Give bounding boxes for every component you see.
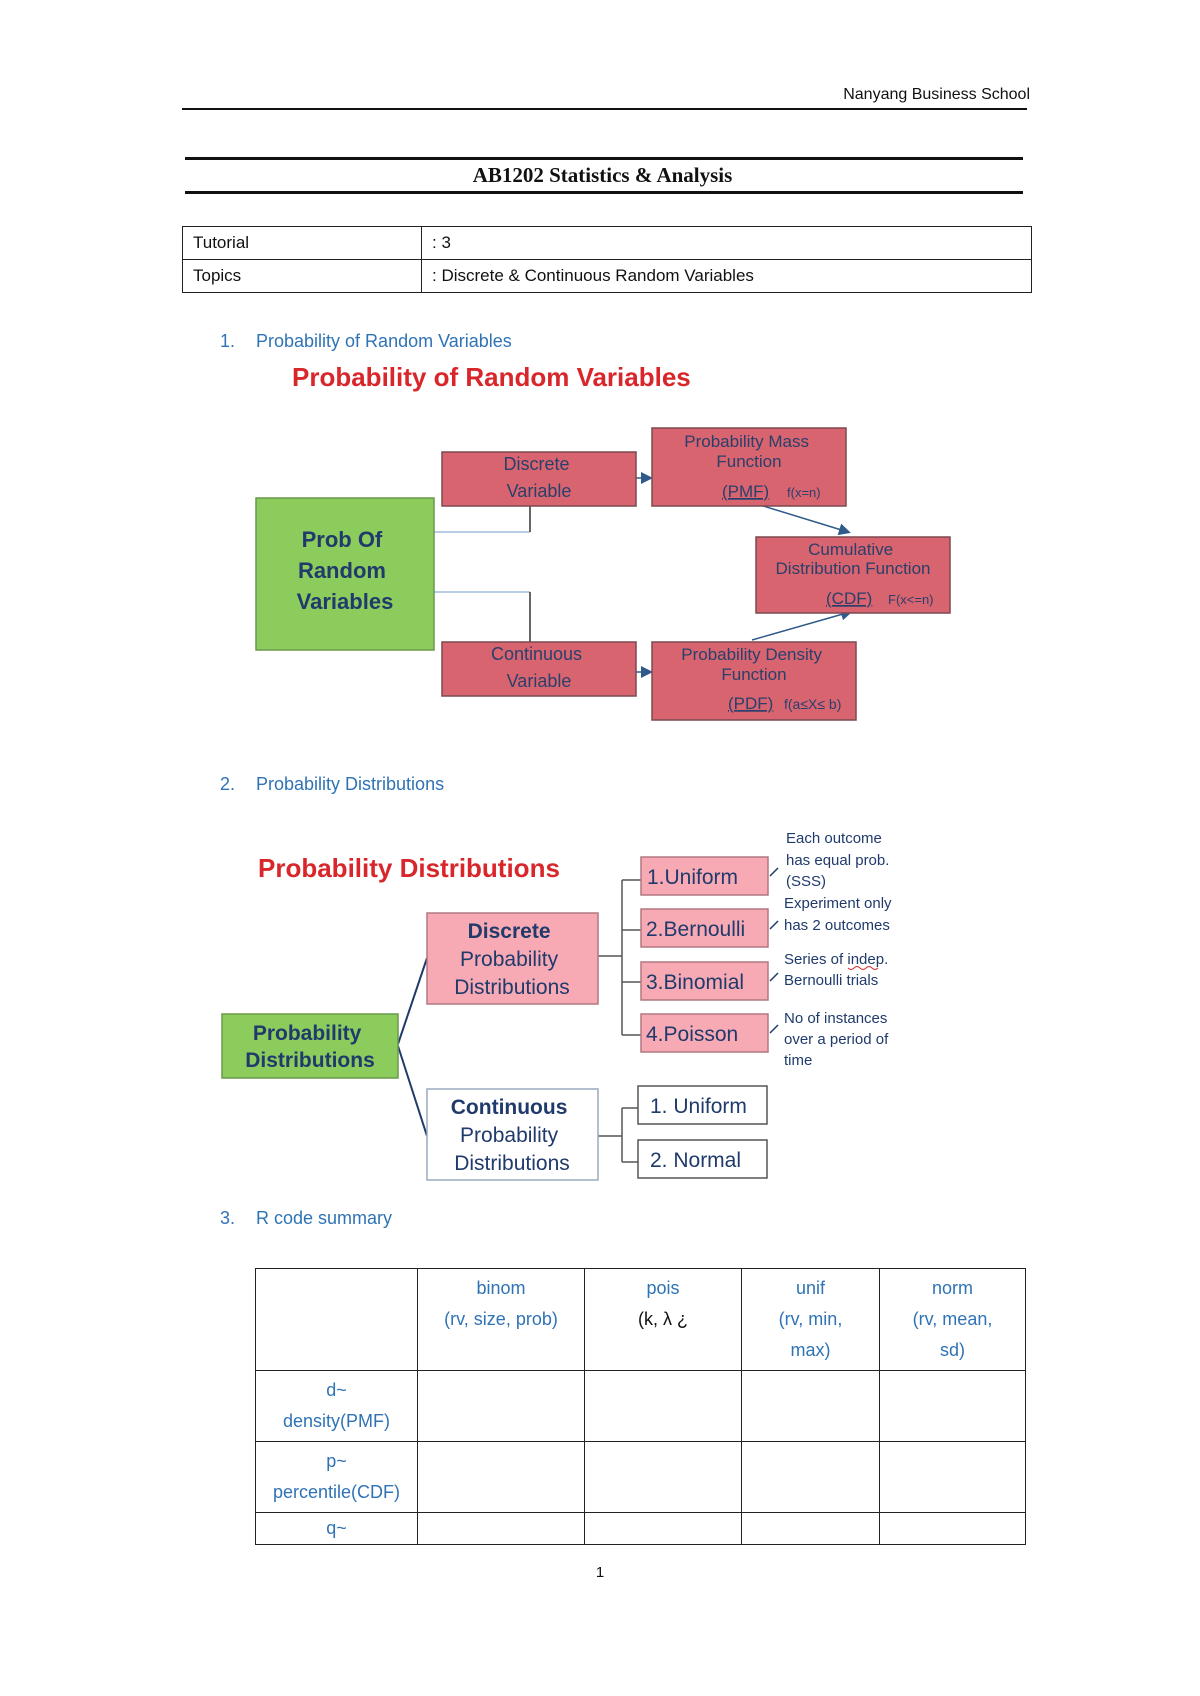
table-cell: [742, 1513, 880, 1545]
section-title: Probability of Random Variables: [256, 331, 512, 351]
table-cell: [418, 1513, 585, 1545]
note-uniform: Each outcome has equal prob. (SSS): [786, 830, 890, 890]
table-cell: [585, 1442, 742, 1513]
table-row: [256, 1371, 1026, 1442]
topics-label: Topics: [183, 260, 422, 293]
r-code-summary-table: [255, 1268, 1026, 1545]
continuous-variable-label: Continuous Variable: [490, 644, 583, 691]
course-title: AB1202 Statistics & Analysis: [472, 163, 733, 187]
header-cell-pois: pois (k, λ ¿: [585, 1269, 742, 1371]
pdf-label: Probability Density Function: [681, 645, 823, 684]
table-header-row: [256, 1269, 1026, 1371]
pdf-expr: f(a≤X≤ b): [784, 696, 842, 712]
header-cell-binom: binom (rv, size, prob): [418, 1269, 585, 1371]
note-bernoulli: Experiment only has 2 outcomes: [784, 895, 892, 934]
row-label-percentile: p~ percentile(CDF): [256, 1442, 418, 1513]
header-cell-norm: norm (rv, mean, sd): [880, 1269, 1026, 1371]
table-cell: [585, 1371, 742, 1442]
diagram1-title: Probability of Random Variables: [292, 362, 691, 392]
diagram2-title: Probability Distributions: [258, 853, 560, 883]
tutorial-value: : 3: [422, 227, 1032, 260]
pmf-label: Probability Mass Function: [684, 432, 809, 471]
pmf-expr: f(x=n): [787, 485, 821, 500]
section-title: R code summary: [256, 1208, 393, 1228]
section-number: 1.: [220, 331, 236, 351]
table-cell: [880, 1442, 1026, 1513]
cdf-label: Cumulative Distribution Function: [775, 540, 931, 578]
discrete-variable-label: Discrete Variable: [503, 454, 572, 501]
pdf-abbr: (PDF): [728, 694, 774, 713]
page-number: 1: [595, 1564, 605, 1581]
cdf-abbr: (CDF): [826, 589, 873, 608]
bernoulli-label: 2.Bernoulli: [646, 918, 746, 941]
uniform-continuous-label: 1. Uniform: [650, 1095, 747, 1118]
table-cell: [742, 1371, 880, 1442]
note-poisson: No of instances over a period of time: [784, 1010, 889, 1069]
header-cell-unif: unif (rv, min, max): [742, 1269, 880, 1371]
pd-root-label: Probability Distributions: [245, 1022, 375, 1072]
continuous-distributions-label: Continuous Probability Distributions: [450, 1096, 570, 1175]
row-label-density: d~ density(PMF): [256, 1371, 418, 1442]
table-cell: [742, 1442, 880, 1513]
header-school: Nanyang Business School: [843, 86, 1030, 103]
section-3-heading: [220, 1208, 392, 1229]
binomial-label: 3.Binomial: [646, 971, 745, 994]
normal-label: 2. Normal: [650, 1149, 742, 1172]
table-cell: [880, 1513, 1026, 1545]
note-binomial: Series of indep. Bernoulli trials: [784, 951, 889, 989]
section-number: 3.: [220, 1208, 236, 1228]
table-cell: [418, 1442, 585, 1513]
table-cell: [418, 1371, 585, 1442]
row-label-quantile: q~: [256, 1513, 418, 1545]
table-row: [256, 1442, 1026, 1513]
topics-value: : Discrete & Continuous Random Variables: [422, 260, 1032, 293]
pmf-abbr: (PMF): [722, 482, 770, 501]
section-number: 2.: [220, 774, 236, 794]
table-row: [256, 1513, 1026, 1545]
root-label: Prob Of Random Variables: [296, 527, 394, 614]
poisson-label: 4.Poisson: [646, 1023, 739, 1046]
header-cell-empty: [256, 1269, 418, 1371]
section-title: Probability Distributions: [256, 774, 445, 794]
table-cell: [585, 1513, 742, 1545]
table-cell: [880, 1371, 1026, 1442]
tutorial-label: Tutorial: [183, 227, 422, 260]
uniform-discrete-label: 1.Uniform: [647, 866, 739, 889]
discrete-distributions-label: Discrete Probability Distributions: [454, 920, 570, 999]
cdf-expr: F(x<=n): [888, 592, 934, 607]
